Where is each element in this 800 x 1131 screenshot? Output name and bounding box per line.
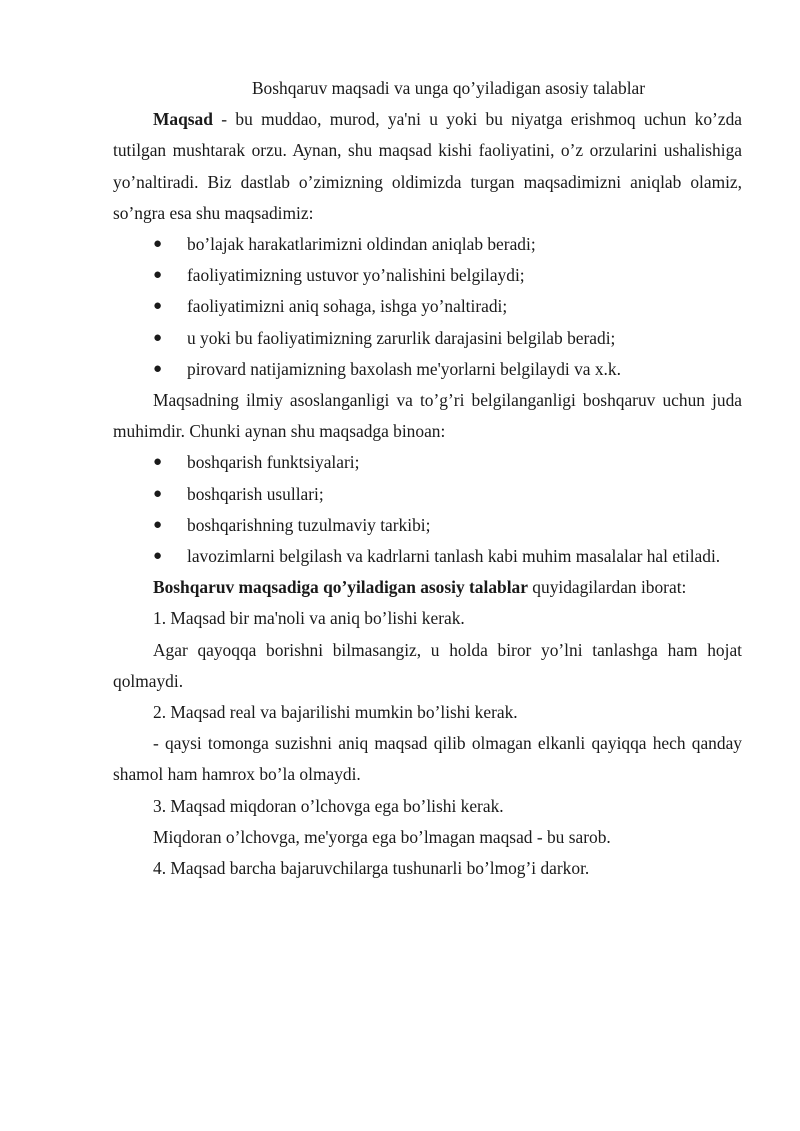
intro-text: - bu muddao, murod, ya'ni u yoki bu niyatga erishmoq uchun ko’zda tutilgan mushtarak orzu. Aynan, shu maqsad kishi faoliyatini, o’z orzularini ushalishiga yo’naltiradi. Biz dastlab o’zimizning oldimizda turgan maqsadimizni aniqlab olamiz, so’ngra esa shu maqsadimiz: [113,109,742,223]
goal-functions-list [113,229,742,385]
requirement-2: 2. Maqsad real va bajarilishi mumkin bo’lishi kerak. [153,702,518,723]
list-item: ● faoliyatimizni aniq sohaga, ishga yo’naltiradi; [113,291,742,322]
list-item: ● boshqarish usullari; [113,479,742,510]
requirement-2-explanation: - qaysi tomonga suzishni aniq maqsad qilib olmagan elkanli qayiqqa hech qanday shamol ham hamrox bo’la olmaydi. [113,733,742,785]
requirement-3-explanation: Miqdoran o’lchovga, me'yorga ega bo’lmagan maqsad - bu sarob. [153,826,611,847]
requirement-4: 4. Maqsad barcha bajaruvchilarga tushunarli bo’lmog’i darkor. [153,858,590,879]
list-item: ● boshqarish funktsiyalari; [113,447,742,478]
bullet-icon: ● [153,516,163,533]
requirements-paragraph [113,572,742,603]
requirement-1: 1. Maqsad bir ma'noli va aniq bo’lishi kerak. [153,608,465,629]
list-item: ● lavozimlarni belgilash va kadrlarni tanlash kabi muhim masalalar hal etiladi. [113,541,742,572]
requirements-heading: Boshqaruv maqsadiga qo’yiladigan asosiy talablar [153,577,528,598]
intro-term: Maqsad [153,109,213,130]
intro-paragraph [113,104,742,229]
second-paragraph: Maqsadning ilmiy asoslanganligi va to’g’ri belgilanganligi boshqaruv uchun juda muhimdir. Chunki aynan shu maqsadga binoan: [113,390,742,442]
list-item: ● pirovard natijamizning baxolash me'yorlarni belgilaydi va x.k. [113,354,742,385]
list-item: ● faoliyatimizning ustuvor yo’nalishini belgilaydi; [113,260,742,291]
requirement-1-explanation: Agar qayoqqa borishni bilmasangiz, u holda biror yo’lni tanlashga ham hojat qolmaydi. [113,639,742,691]
bullet-icon: ● [153,548,163,565]
list-item: ● bo’lajak harakatlarimizni oldindan aniqlab beradi; [113,229,742,260]
bullet-icon: ● [153,454,163,471]
bullet-icon: ● [153,298,163,315]
bullet-icon: ● [153,267,163,284]
requirements-text: quyidagilardan iborat: [527,577,687,598]
list-item: ● boshqarishning tuzulmaviy tarkibi; [113,510,742,541]
decided-issues-list [113,447,742,572]
bullet-icon: ● [153,360,163,377]
bullet-icon: ● [153,485,163,502]
bullet-icon: ● [153,329,163,346]
requirement-3: 3. Maqsad miqdoran o’lchovga ega bo’lishi kerak. [153,795,504,816]
bullet-icon: ● [153,236,163,253]
list-item: ● u yoki bu faoliyatimizning zarurlik darajasini belgilab beradi; [113,323,742,354]
page-title: Boshqaruv maqsadi va unga qo’yiladigan asosiy talablar [251,78,646,98]
